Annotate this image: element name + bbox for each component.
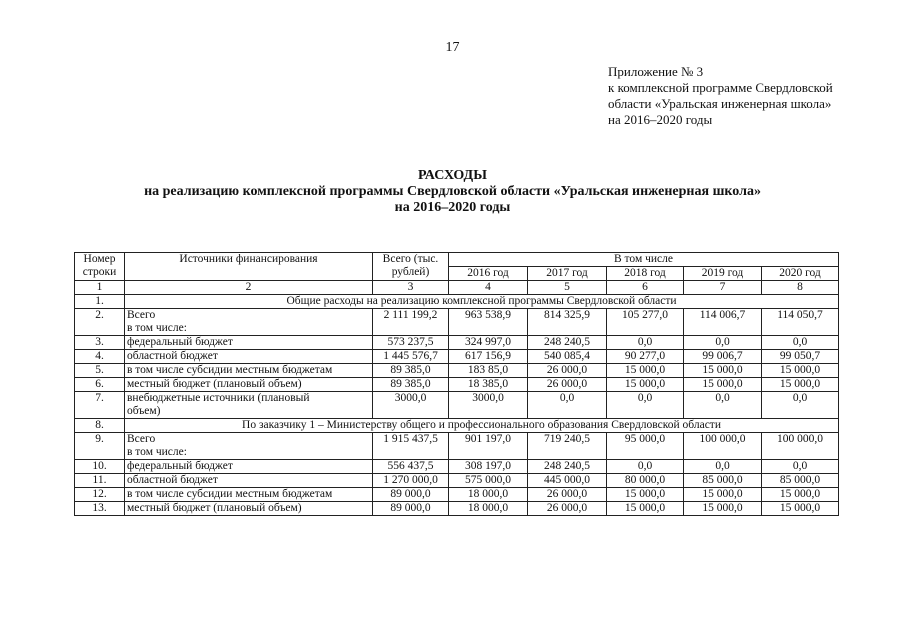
row-number: 10. <box>75 460 125 474</box>
source-sublabel: объем) <box>127 405 161 417</box>
source-label: внебюджетные источники (плановый <box>127 392 310 404</box>
value-cell: 15 000,0 <box>607 364 684 378</box>
value-cell: 89 000,0 <box>373 488 449 502</box>
title-line: РАСХОДЫ <box>418 168 487 183</box>
row-number: 1. <box>75 295 125 309</box>
value-cell: 26 000,0 <box>528 378 607 392</box>
value-cell: 15 000,0 <box>684 502 762 516</box>
value-cell: 324 997,0 <box>449 336 528 350</box>
source-label: в том числе субсидии местным бюджетам <box>127 488 333 500</box>
value-cell: 26 000,0 <box>528 502 607 516</box>
value-cell: 15 000,0 <box>684 378 762 392</box>
value-cell: 0,0 <box>684 336 762 350</box>
value-cell: 26 000,0 <box>528 488 607 502</box>
value-cell: 105 277,0 <box>607 309 684 336</box>
table-row <box>75 474 839 488</box>
row-number: 11. <box>75 474 125 488</box>
value-cell: 15 000,0 <box>762 378 839 392</box>
source-label: федеральный бюджет <box>127 460 233 472</box>
value-cell: 15 000,0 <box>684 488 762 502</box>
col-number: 4 <box>449 281 528 295</box>
value-cell: 0,0 <box>762 336 839 350</box>
appendix-line: области «Уральская инженерная школа» <box>608 96 832 111</box>
source-label: Всего <box>127 433 156 445</box>
section-title: По заказчику 1 – Министерству общего и профессионального образования Свердловской области <box>125 419 839 433</box>
value-cell: 0,0 <box>762 460 839 474</box>
title-line: на 2016–2020 годы <box>394 200 511 215</box>
appendix-line: к комплексной программе Свердловской <box>608 80 833 95</box>
value-cell: 18 385,0 <box>449 378 528 392</box>
col-number: 2 <box>125 281 373 295</box>
value-cell: 0,0 <box>684 460 762 474</box>
source-label-cell <box>125 433 373 460</box>
value-cell: 89 385,0 <box>373 378 449 392</box>
value-cell: 3000,0 <box>373 392 449 419</box>
row-number: 3. <box>75 336 125 350</box>
header-year: 2019 год <box>684 267 762 281</box>
header-including: В том числе <box>449 253 839 267</box>
value-cell: 90 277,0 <box>607 350 684 364</box>
table-row <box>75 350 839 364</box>
col-number: 3 <box>373 281 449 295</box>
table-row <box>75 433 839 460</box>
value-cell: 0,0 <box>607 336 684 350</box>
source-label: федеральный бюджет <box>127 336 233 348</box>
table-row <box>75 488 839 502</box>
value-cell: 80 000,0 <box>607 474 684 488</box>
table-row <box>75 502 839 516</box>
value-cell: 1 270 000,0 <box>373 474 449 488</box>
value-cell: 89 000,0 <box>373 502 449 516</box>
value-cell: 901 197,0 <box>449 433 528 460</box>
row-number: 12. <box>75 488 125 502</box>
section-title: Общие расходы на реализацию комплексной программы Свердловской области <box>125 295 839 309</box>
page-number: 17 <box>445 40 460 55</box>
header-total: Всего (тыс. рублей) <box>373 253 449 281</box>
value-cell: 248 240,5 <box>528 336 607 350</box>
row-number: 5. <box>75 364 125 378</box>
section-row <box>75 295 839 309</box>
value-cell: 95 000,0 <box>607 433 684 460</box>
source-label-cell <box>125 488 373 502</box>
appendix-note <box>608 64 833 128</box>
value-cell: 15 000,0 <box>762 502 839 516</box>
value-cell: 114 006,7 <box>684 309 762 336</box>
row-number: 4. <box>75 350 125 364</box>
source-sublabel: в том числе: <box>127 446 187 458</box>
col-number: 6 <box>607 281 684 295</box>
source-label-cell <box>125 309 373 336</box>
source-label-cell <box>125 378 373 392</box>
value-cell: 15 000,0 <box>684 364 762 378</box>
col-number: 8 <box>762 281 839 295</box>
source-label: Всего <box>127 309 156 321</box>
value-cell: 100 000,0 <box>684 433 762 460</box>
header-sources: Источники финансирования <box>125 253 373 281</box>
value-cell: 26 000,0 <box>528 364 607 378</box>
value-cell: 573 237,5 <box>373 336 449 350</box>
source-label-cell <box>125 336 373 350</box>
row-number: 7. <box>75 392 125 419</box>
col-number: 5 <box>528 281 607 295</box>
header-year: 2016 год <box>449 267 528 281</box>
value-cell: 248 240,5 <box>528 460 607 474</box>
header-year: 2017 год <box>528 267 607 281</box>
col-number: 7 <box>684 281 762 295</box>
source-label: областной бюджет <box>127 474 218 486</box>
source-label-cell <box>125 474 373 488</box>
table-row <box>75 364 839 378</box>
value-cell: 1 445 576,7 <box>373 350 449 364</box>
value-cell: 963 538,9 <box>449 309 528 336</box>
source-label: областной бюджет <box>127 350 218 362</box>
value-cell: 0,0 <box>528 392 607 419</box>
document-title <box>0 168 905 216</box>
table-row <box>75 378 839 392</box>
source-label: в том числе субсидии местным бюджетам <box>127 364 333 376</box>
column-numbers-row <box>75 281 839 295</box>
header-row-number: Номер строки <box>75 253 125 281</box>
value-cell: 18 000,0 <box>449 488 528 502</box>
source-label-cell <box>125 364 373 378</box>
source-label-cell <box>125 460 373 474</box>
value-cell: 0,0 <box>607 392 684 419</box>
value-cell: 617 156,9 <box>449 350 528 364</box>
value-cell: 89 385,0 <box>373 364 449 378</box>
title-line: на реализацию комплексной программы Свердловской области «Уральская инженерная школа» <box>144 184 761 199</box>
value-cell: 183 85,0 <box>449 364 528 378</box>
row-number: 9. <box>75 433 125 460</box>
value-cell: 575 000,0 <box>449 474 528 488</box>
row-number: 6. <box>75 378 125 392</box>
value-cell: 15 000,0 <box>762 364 839 378</box>
value-cell: 99 050,7 <box>762 350 839 364</box>
value-cell: 540 085,4 <box>528 350 607 364</box>
row-number: 2. <box>75 309 125 336</box>
value-cell: 0,0 <box>684 392 762 419</box>
value-cell: 2 111 199,2 <box>373 309 449 336</box>
source-sublabel: в том числе: <box>127 322 187 334</box>
value-cell: 15 000,0 <box>607 488 684 502</box>
source-label: местный бюджет (плановый объем) <box>127 378 302 390</box>
value-cell: 15 000,0 <box>607 502 684 516</box>
value-cell: 1 915 437,5 <box>373 433 449 460</box>
value-cell: 85 000,0 <box>684 474 762 488</box>
value-cell: 114 050,7 <box>762 309 839 336</box>
expenses-table <box>74 252 839 516</box>
value-cell: 100 000,0 <box>762 433 839 460</box>
value-cell: 15 000,0 <box>607 378 684 392</box>
value-cell: 0,0 <box>607 460 684 474</box>
value-cell: 556 437,5 <box>373 460 449 474</box>
appendix-line: на 2016–2020 годы <box>608 112 713 127</box>
table-row <box>75 460 839 474</box>
appendix-line: Приложение № 3 <box>608 64 704 79</box>
value-cell: 308 197,0 <box>449 460 528 474</box>
section-row <box>75 419 839 433</box>
row-number: 13. <box>75 502 125 516</box>
value-cell: 0,0 <box>762 392 839 419</box>
value-cell: 15 000,0 <box>762 488 839 502</box>
header-row <box>75 253 839 267</box>
value-cell: 99 006,7 <box>684 350 762 364</box>
value-cell: 719 240,5 <box>528 433 607 460</box>
row-number: 8. <box>75 419 125 433</box>
value-cell: 445 000,0 <box>528 474 607 488</box>
header-year: 2020 год <box>762 267 839 281</box>
header-year: 2018 год <box>607 267 684 281</box>
value-cell: 3000,0 <box>449 392 528 419</box>
value-cell: 814 325,9 <box>528 309 607 336</box>
value-cell: 85 000,0 <box>762 474 839 488</box>
source-label-cell <box>125 392 373 419</box>
table-row <box>75 392 839 419</box>
value-cell: 18 000,0 <box>449 502 528 516</box>
source-label-cell <box>125 350 373 364</box>
source-label-cell <box>125 502 373 516</box>
col-number: 1 <box>75 281 125 295</box>
source-label: местный бюджет (плановый объем) <box>127 502 302 514</box>
table-row <box>75 336 839 350</box>
table-row <box>75 309 839 336</box>
